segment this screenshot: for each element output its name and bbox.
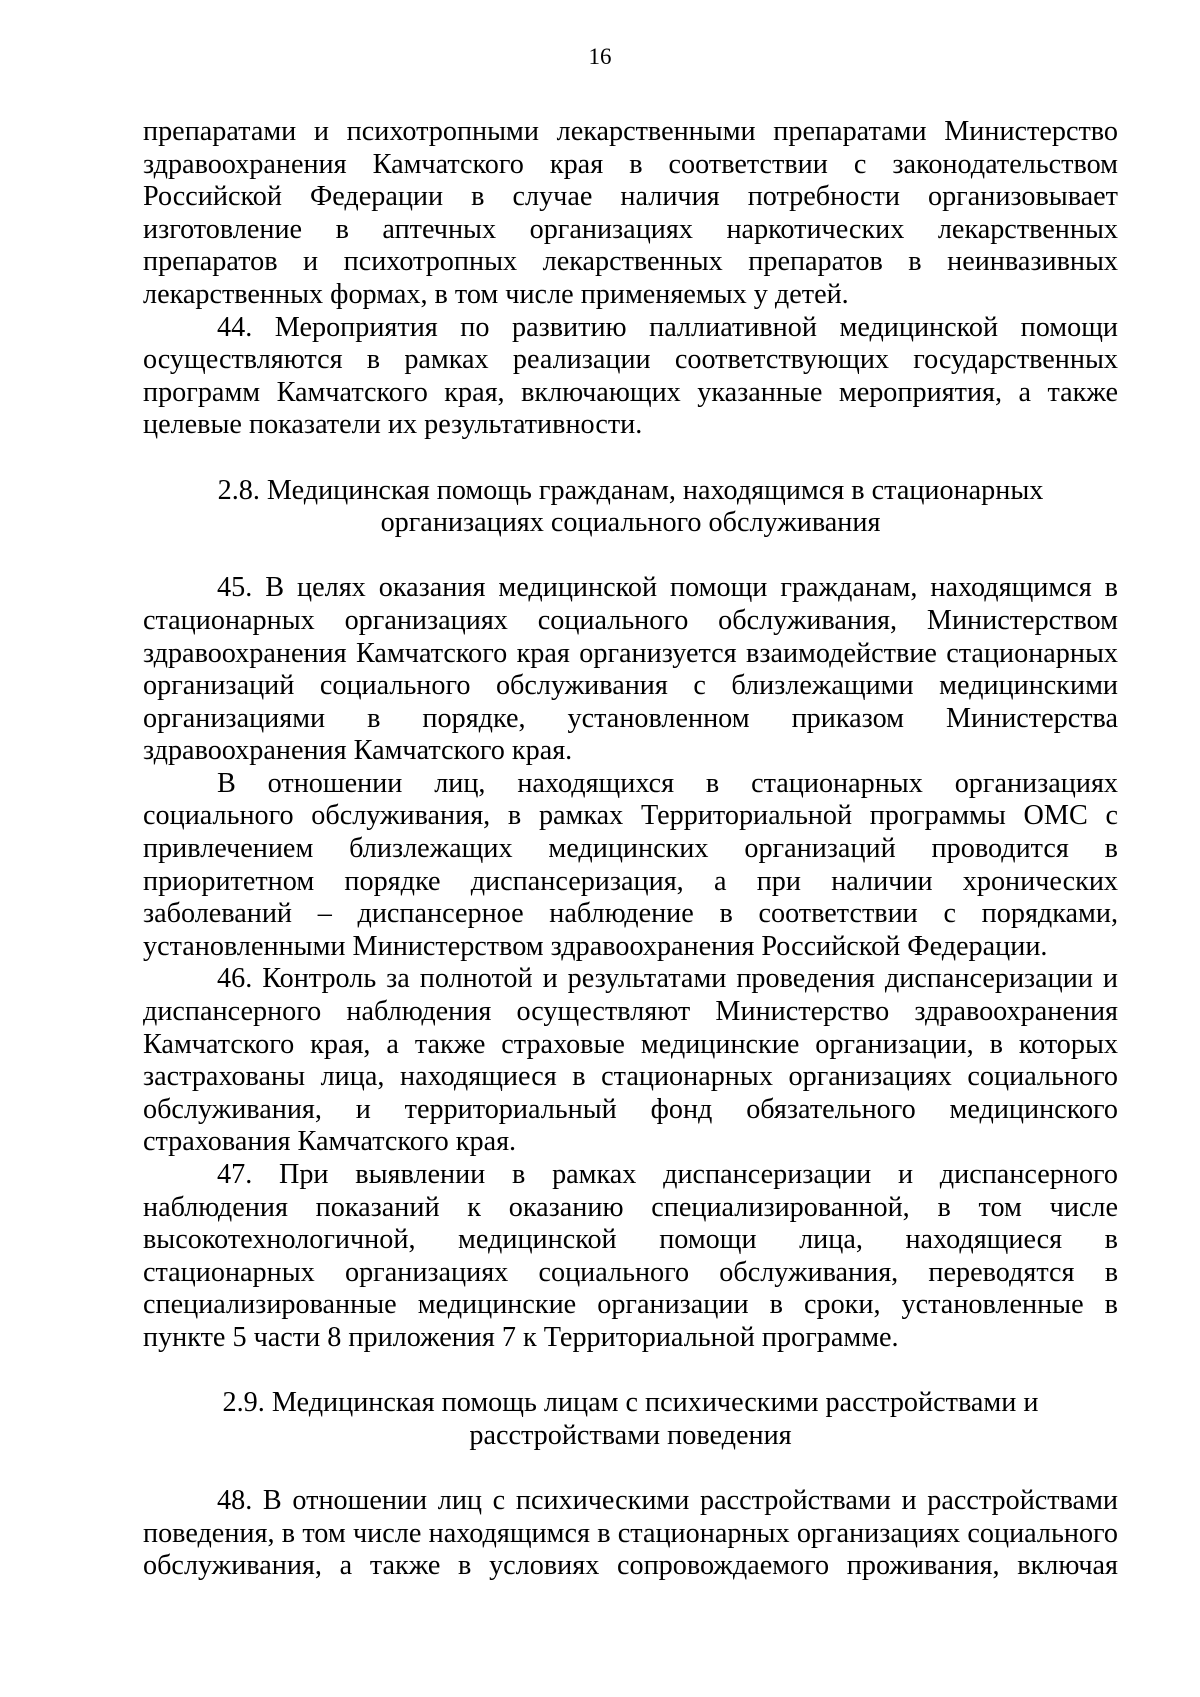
section-heading-2-9-line2: расстройствами поведения [469, 1419, 792, 1451]
section-heading-2-9 [143, 1387, 1118, 1452]
paragraph-intro: препаратами и психотропными лекарственными препаратами Министерство здравоохранения Камчатского края в соответствии с законодательством Российской Федерации в случае наличия потребности организовывает изготовление в аптечных организациях наркотических лекарственных препаратов и психотропных лекарственных препаратов в неинвазивных лекарственных формах, в том числе применяемых у детей. [143, 116, 1118, 310]
paragraph-44: 44. Мероприятия по развитию паллиативной медицинской помощи осуществляются в рамках реализации соответствующих государственных программ Камчатского края, включающих указанные мероприятия, а также целевые показатели их результативности. [143, 311, 1118, 441]
page-number: 16 [588, 44, 612, 69]
paragraph-45: 45. В целях оказания медицинской помощи гражданам, находящимся в стационарных организациях социального обслуживания, Министерством здравоохранения Камчатского края организуется взаимодействие стационарных организаций социального обслуживания с близлежащими медицинскими организациями в порядке, установленном приказом Министерства здравоохранения Камчатского края. [143, 572, 1118, 767]
section-heading-2-9-line1: 2.9. Медицинская помощь лицам с психическими расстройствами и [222, 1387, 1039, 1419]
document-body [143, 116, 1118, 1583]
paragraph-47: 47. При выявлении в рамках диспансеризации и диспансерного наблюдения показаний к оказанию специализированной, в том числе высокотехнологичной, медицинской помощи лица, находящиеся в стационарных организациях социального обслуживания, переводятся в специализированные медицинские организации в сроки, установленные в пункте 5 части 8 приложения 7 к Территориальной программе. [143, 1159, 1118, 1353]
paragraph-48: 48. В отношении лиц с психическими расстройствами и расстройствами поведения, в том числе находящимся в стационарных организациях социального обслуживания, а также в условиях сопровождаемого проживания, включая [143, 1484, 1118, 1582]
section-heading-2-8 [143, 475, 1118, 540]
paragraph-45-continued: В отношении лиц, находящихся в стационарных организациях социального обслуживания, в рамках Территориальной программы ОМС с привлечением близлежащих медицинских организаций проводится в приоритетном порядке диспансеризация, а при наличии хронических заболеваний – диспансерное наблюдение в соответствии с порядками, установленными Министерством здравоохранения Российской Федерации. [143, 767, 1118, 962]
section-heading-2-8-line1: 2.8. Медицинская помощь гражданам, находящимся в стационарных [217, 474, 1044, 506]
paragraph-46: 46. Контроль за полнотой и результатами проведения диспансеризации и диспансерного наблюдения осуществляют Министерство здравоохранения Камчатского края, а также страховые медицинские организации, в которых застрахованы лица, находящиеся в стационарных организациях социального обслуживания, и территориальный фонд обязательного медицинского страхования Камчатского края. [143, 963, 1118, 1158]
section-heading-2-8-line2: организациях социального обслуживания [380, 507, 881, 539]
